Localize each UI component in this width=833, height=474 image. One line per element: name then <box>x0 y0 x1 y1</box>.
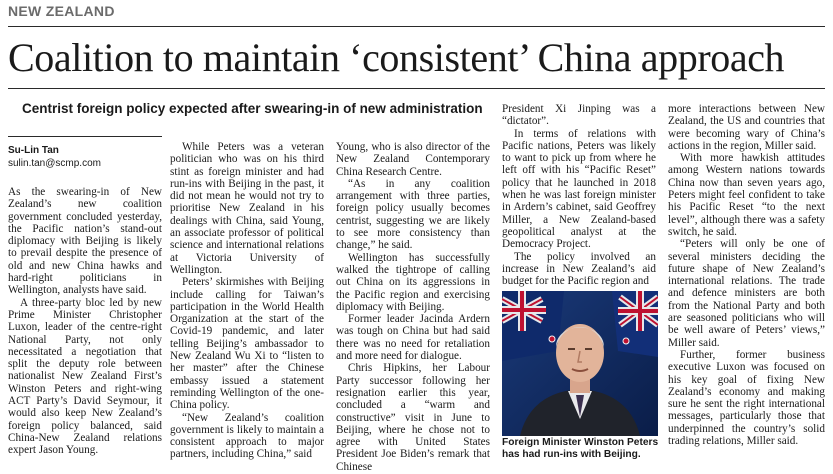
paragraph: more interactions between New Zealand, the US and countries that were becoming wary of China’s actions in the region, Miller said. <box>668 103 825 152</box>
byline-rule <box>8 136 162 137</box>
byline-name: Su-Lin Tan <box>8 145 59 156</box>
paragraph: “Peters will only be one of several ministers deciding the future shape of New Zealand’s international relations. The trade and defence ministers are both from the National Party and both are seasoned politicians who will be well aware of Peters’ views,” Miller said. <box>668 238 825 349</box>
article-photo <box>502 291 658 436</box>
paragraph: “As in any coalition arrangement with three parties, foreign policy usually becomes centrist, suggesting we are likely to see more consistency than change,” he said. <box>336 177 490 252</box>
paragraph: Peters’ skirmishes with Beijing include calling for Taiwan’s participation in the World Health Organization at the start of the Covid-19 pandemic, and later telling Beijing’s ambassador to New Zealand Wu Xi to “listen to her master” after the Chinese embassy issued a statement reminding Wellington of the one-China policy. <box>170 276 324 412</box>
paragraph: Former leader Jacinda Ardern was tough on China but had said there was no need for retaliation and more need for dialogue. <box>336 313 490 363</box>
paragraph: With more hawkish attitudes among Western nations towards China now than seven years ago, Peters might feel confident to take his Pacific Reset “to the next level”, although there was a safety switch, he said. <box>668 152 825 238</box>
nz-flag-left <box>502 291 564 361</box>
section-label: NEW ZEALAND <box>8 3 115 19</box>
article-column-3 <box>336 141 490 473</box>
article-column-4 <box>502 103 656 287</box>
paragraph: “New Zealand’s coalition government is likely to maintain a consistent approach to major partners, including China,” said <box>170 411 324 461</box>
paragraph: A three-party bloc led by new Prime Minister Christopher Luxon, leader of the centre-right National Party, not only necessitated a negotiation that split the deputy role between nationalist New Zealand First’s Winston Peters and right-wing ACT Party’s David Seymour, it would also keep New Zealand’s foreign policy balanced, said China-New Zealand relations expert Jason Young. <box>8 296 162 457</box>
photo-caption: Foreign Minister Winston Peters has had run-ins with Beijing. <box>502 437 659 460</box>
byline-email[interactable]: sulin.tan@scmp.com <box>8 158 101 169</box>
article-column-2 <box>170 141 324 461</box>
article-column-5 <box>668 103 825 447</box>
paragraph: While Peters was a veteran politician who was on his third stint as foreign minister and had run-ins with Beijing in the past, it did not mean he would not try to prioritise New Zealand in his dealings with China, said Young, an associate professor of political science and international relations at Victoria University of Wellington. <box>170 141 324 276</box>
paragraph: Young, who is also director of the New Zealand Contemporary China Research Centre. <box>336 141 490 178</box>
paragraph: Further, former business executive Luxon was focused on his key goal of fixing New Zealand’s economy and making sure he sent the right international messages, particularly those that underpinned the country’s solid trading relations, Miller said. <box>668 348 825 448</box>
paragraph: The policy involved an increase in New Zealand’s aid budget for the Pacific region and <box>502 250 656 288</box>
paragraph: President Xi Jinping was a “dictator”. <box>502 103 656 128</box>
deck: Centrist foreign policy expected after swearing-in of new administration <box>22 101 483 116</box>
nz-flag-right <box>612 291 658 357</box>
paragraph: In terms of relations with Pacific nations, Peters was likely to want to pick up from where he left off with his “Pacific Reset” policy that he launched in 2018 when he was last foreign minister in Ardern’s cabinet, said Geoffrey Miller, a New Zealand-based geopolitical analyst at the Democracy Project. <box>502 127 656 251</box>
top-rule <box>8 26 825 27</box>
article-column-1 <box>8 186 162 457</box>
photo-winston-peters <box>502 291 658 436</box>
headline-rule <box>8 88 825 89</box>
paragraph: As the swearing-in of New Zealand’s new coalition government concluded yesterday, the Pacific nation’s stand-out diplomacy with Beijing is likely to prevail despite the presence of old and new China hawks and hard-right politicians in Wellington, analysts have said. <box>8 186 162 297</box>
headline: Coalition to maintain ‘consistent’ China approach <box>8 35 785 80</box>
paragraph: Wellington has successfully walked the tightrope of calling out China on its aggressions in the Pacific region and exercising diplomacy with Beijing. <box>336 251 490 313</box>
paragraph: Chris Hipkins, her Labour Party successor following her resignation earlier this year, concluded a “warm and constructive” visit in June to Beijing, where he chose not to agree with United States President Joe Biden’s remark that Chinese <box>336 362 490 473</box>
